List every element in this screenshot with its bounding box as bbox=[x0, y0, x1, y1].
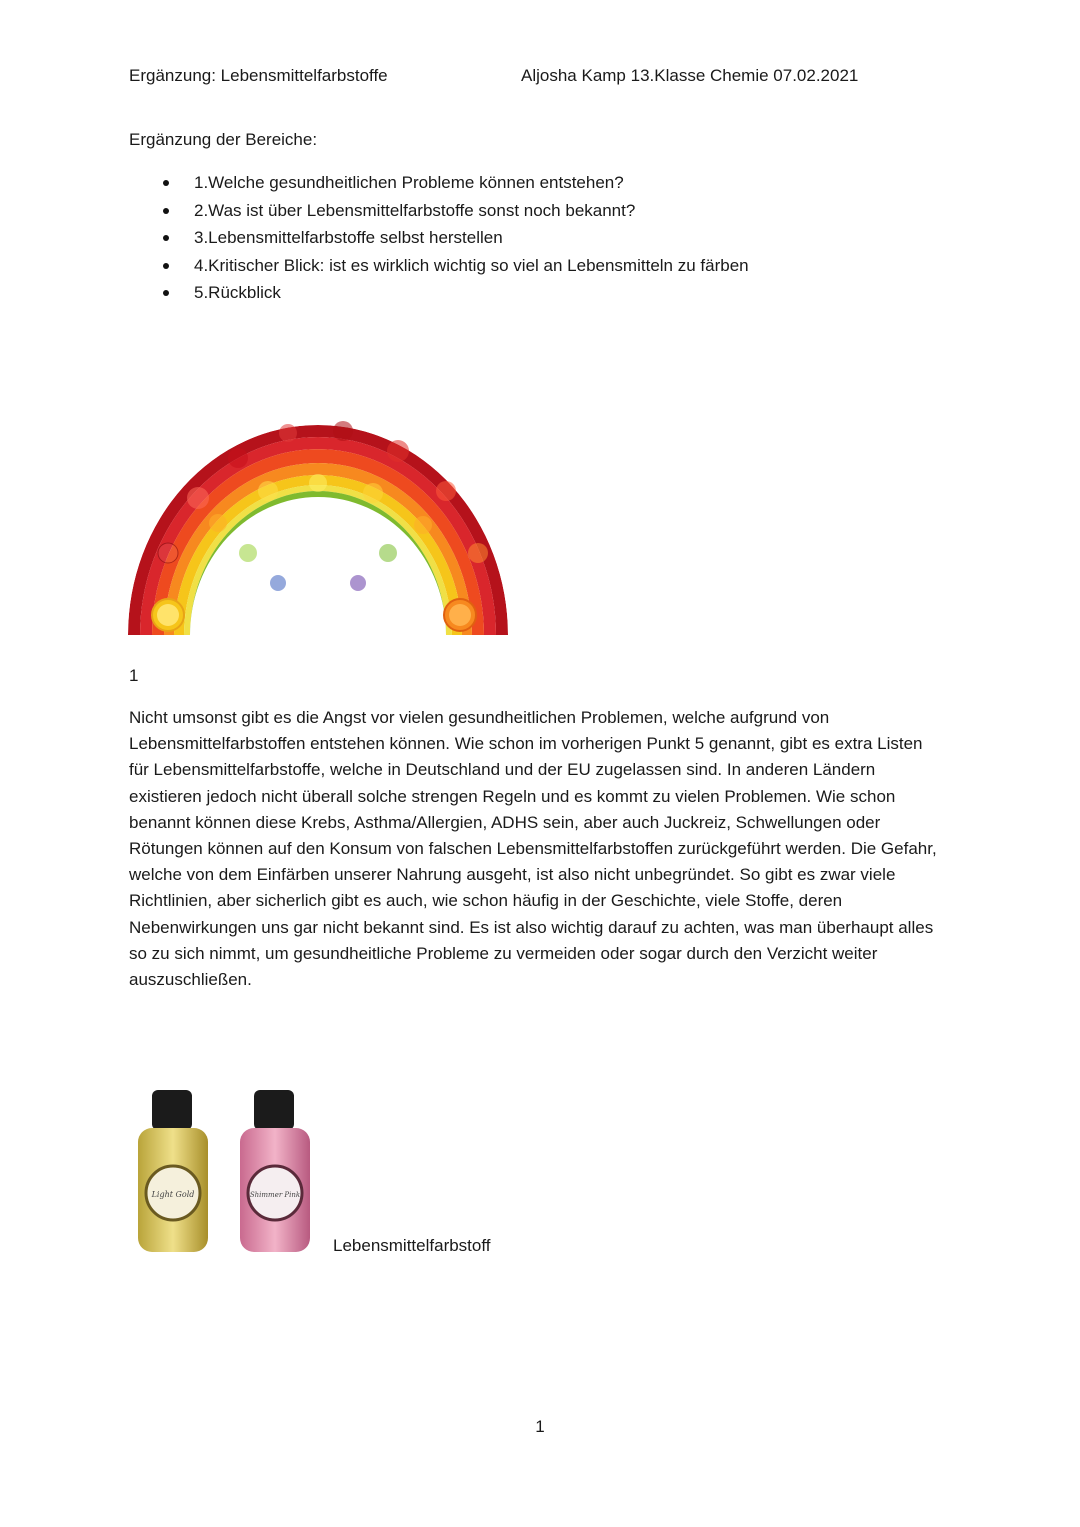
list-item: 2.Was ist über Lebensmittelfarbstoffe sonst noch bekannt? bbox=[160, 199, 749, 227]
header-title: Ergänzung: Lebensmittelfarbstoffe bbox=[129, 66, 388, 85]
intro-heading: Ergänzung der Bereiche: bbox=[129, 130, 318, 149]
topic-list bbox=[160, 171, 749, 309]
bottle-label-pink: Shimmer Pink bbox=[249, 1191, 301, 1199]
fruit-rainbow-image bbox=[128, 403, 508, 643]
image-caption: Lebensmittelfarbstoff bbox=[333, 1236, 491, 1255]
body-paragraph: Nicht umsonst gibt es die Angst vor vielen gesundheitlichen Problemen, welche aufgrund von Lebensmittelfarbstoffen entstehen können. Wie schon im vorherigen Punkt 5 genannt, gibt es extra Listen für Lebensmittelfarbstoffe, welche in Deutschland und der EU zugelassen sind. In anderen Ländern existieren jedoch nicht überall solche strengen Regeln und es kommt zu vielen Problemen. Wie schon benannt können diese Krebs, Asthma/Allergien, ADHS sein, aber auch Juckreiz, Schwellungen oder Rötungen können auf den Konsum von falschen Lebensmittelfarbstoffen zurückgeführt werden. Die Gefahr, welche von dem Einfärben unserer Nahrung ausgeht, ist also nicht unbegründet. So gibt es zwar viele Richtlinien, aber sicherlich gibt es auch, wie schon häufig in der Geschichte, viele Stoffe, deren Nebenwirkungen uns gar nicht bekannt sind. Es ist also wichtig darauf zu achten, was man überhaupt alles so zu sich nimmt, um gesundheitliche Probleme zu vermeiden oder sogar durch den Verzicht weiter auszuschließen. bbox=[129, 708, 937, 990]
header-author-info: Aljosha Kamp 13.Klasse Chemie 07.02.2021 bbox=[521, 66, 859, 85]
page-number: 1 bbox=[535, 1417, 545, 1436]
list-item: 4.Kritischer Blick: ist es wirklich wichtig so viel an Lebensmitteln zu färben bbox=[160, 254, 749, 282]
section-number: 1 bbox=[129, 666, 139, 685]
list-item: 3.Lebensmittelfarbstoffe selbst herstellen bbox=[160, 226, 749, 254]
list-item: 5.Rückblick bbox=[160, 281, 749, 309]
food-coloring-bottles-image bbox=[128, 1048, 333, 1256]
list-item: 1.Welche gesundheitlichen Probleme können entstehen? bbox=[160, 171, 749, 199]
bottle-label-gold: Light Gold bbox=[151, 1190, 195, 1199]
